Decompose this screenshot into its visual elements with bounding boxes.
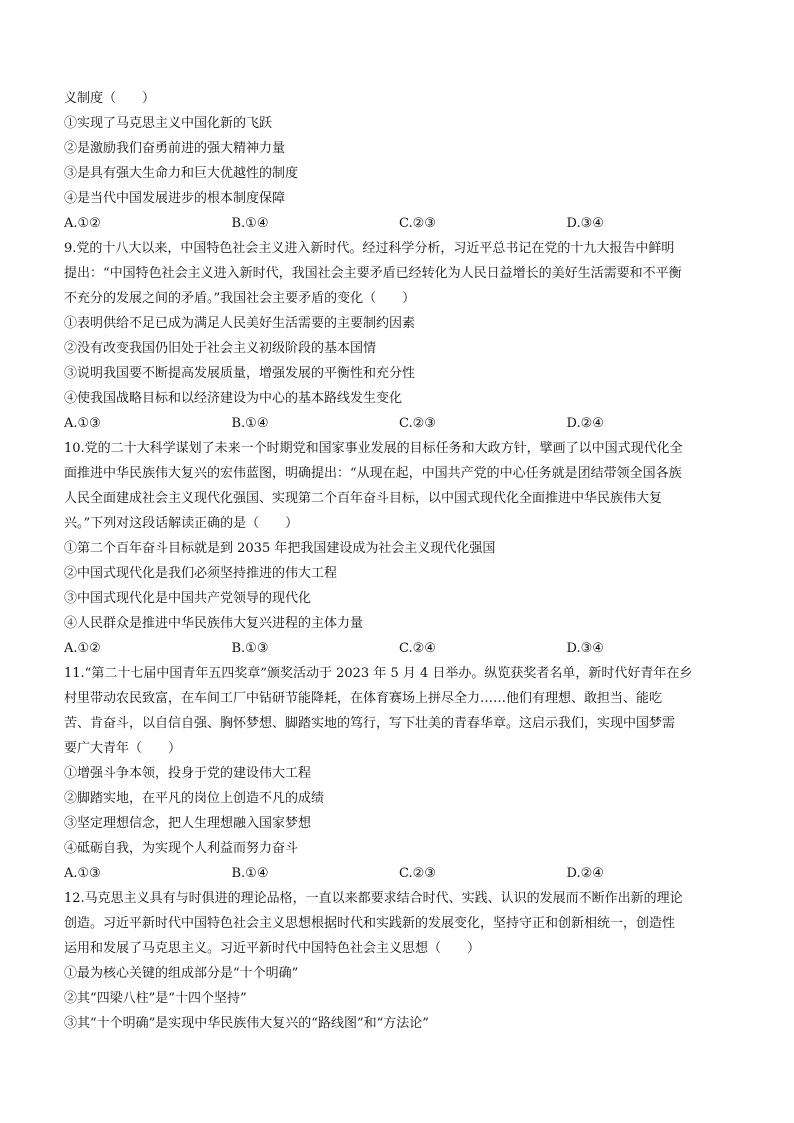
q12-statement-2: ②其“四梁八柱”是“十四个坚持” xyxy=(64,991,247,1006)
q12-statement-1: ①最为核心关键的组成部分是“十个明确” xyxy=(64,966,299,981)
q9-statement-4: ④使我国战略目标和以经济建设为中心的基本路线发生变化 xyxy=(64,391,403,406)
q9-statement-1: ①表明供给不足已成为满足人民美好生活需要的主要制约因素 xyxy=(64,316,416,331)
q9-stem-line-2: 提出：“中国特色社会主义进入新时代，我国社会主要矛盾已经转化为人民日益增长的美好生活需要和不平衡 xyxy=(64,266,682,281)
q8-option-b: B.①④ xyxy=(231,216,269,231)
q11-options xyxy=(64,861,734,886)
q9-statement-2: ②没有改变我国仍旧处于社会主义初级阶段的基本国情 xyxy=(64,341,377,356)
q8-option-d: D.③④ xyxy=(566,216,604,231)
q9-option-c: C.②③ xyxy=(399,416,436,431)
q10-statement-2: ②中国式现代化是我们必须坚持推进的伟大工程 xyxy=(64,566,338,581)
q10-stem-line-3: 人民全面建成社会主义现代化强国、实现第二个百年奋斗目标，以中国式现代化全面推进中华民族伟大复 xyxy=(64,491,663,506)
q10-option-d: D.③④ xyxy=(566,641,604,656)
q11-statement-3: ③坚定理想信念，把人生理想融入国家梦想 xyxy=(64,816,312,831)
q9-option-d: D.②④ xyxy=(566,416,604,431)
q9-option-b: B.①④ xyxy=(231,416,269,431)
q8-statement-3: ③是具有强大生命力和巨大优越性的制度 xyxy=(64,166,299,181)
q11-option-d: D.②④ xyxy=(566,866,604,881)
q10-stem-line-2: 面推进中华民族伟大复兴的宏伟蓝图，明确提出：“从现在起，中国共产党的中心任务就是团结带领全国各族 xyxy=(64,466,682,481)
q11-statement-2: ②脚踏实地，在平凡的岗位上创造不凡的成绩 xyxy=(64,791,325,806)
q10-option-b: B.①③ xyxy=(231,641,269,656)
q12-stem-line-2: 创造。习近平新时代中国特色社会主义思想根据时代和实践新的发展变化，坚持守正和创新相统一，创造性 xyxy=(64,916,676,931)
q11-stem-line-1: 11.“第二十七届中国青年五四奖章”颁奖活动于 2023 年 5 月 4 日举办。纵览获奖者名单，新时代好青年在乡 xyxy=(64,666,693,681)
q12-stem-line-1: 12.马克思主义具有与时俱进的理论品格，一直以来都要求结合时代、实践、认识的发展而不断作出新的理论 xyxy=(64,891,683,906)
q10-stem-line-4: 兴。”下列对这段话解读正确的是（ ） xyxy=(64,516,299,531)
q12-stem-line-3: 运用和发展了马克思主义。习近平新时代中国特色社会主义思想（ ） xyxy=(64,941,481,956)
q9-stem-line-1: 9.党的十八大以来，中国特色社会主义进入新时代。经过科学分析，习近平总书记在党的十九大报告中鲜明 xyxy=(64,241,675,256)
q10-statement-3: ③中国式现代化是中国共产党领导的现代化 xyxy=(64,591,312,606)
q10-options xyxy=(64,636,734,661)
q12-statement-3: ③其“十个明确”是实现中华民族伟大复兴的“路线图”和“方法论” xyxy=(64,1016,429,1031)
q8-statement-2: ②是激励我们奋勇前进的强大精神力量 xyxy=(64,141,286,156)
q11-option-a: A.①③ xyxy=(64,866,101,881)
q8-option-c: C.②③ xyxy=(399,216,436,231)
q9-statement-3: ③说明我国要不断提高发展质量，增强发展的平衡性和充分性 xyxy=(64,366,416,381)
q10-statement-4: ④人民群众是推进中华民族伟大复兴进程的主体力量 xyxy=(64,616,364,631)
q9-options xyxy=(64,411,734,436)
q11-stem-line-4: 要广大青年（ ） xyxy=(64,741,182,756)
q8-stem-tail: 义制度（ ） xyxy=(64,91,156,106)
q11-option-c: C.②③ xyxy=(399,866,436,881)
q8-option-a: A.①② xyxy=(64,216,101,231)
q10-statement-1: ①第二个百年奋斗目标就是到 2035 年把我国建设成为社会主义现代化强国 xyxy=(64,541,496,556)
q8-statement-1: ①实现了马克思主义中国化新的飞跃 xyxy=(64,116,273,131)
q11-statement-4: ④砥砺自我，为实现个人利益而努力奋斗 xyxy=(64,841,299,856)
q11-stem-line-3: 苦、肯奋斗，以自信自强、胸怀梦想、脚踏实地的笃行，写下壮美的青春华章。这启示我们，实现中国梦需 xyxy=(64,716,676,731)
q8-statement-4: ④是当代中国发展进步的根本制度保障 xyxy=(64,191,286,206)
q9-option-a: A.①③ xyxy=(64,416,101,431)
q11-statement-1: ①增强斗争本领，投身于党的建设伟大工程 xyxy=(64,766,312,781)
q11-option-b: B.①④ xyxy=(231,866,269,881)
q11-stem-line-2: 村里带动农民致富，在车间工厂中钻研节能降耗，在体育赛场上拼尽全力……他们有理想、敢担当、能吃 xyxy=(64,691,663,706)
q10-option-c: C.②④ xyxy=(399,641,436,656)
q10-option-a: A.①② xyxy=(64,641,101,656)
q8-options xyxy=(64,211,734,236)
q9-stem-line-3: 不充分的发展之间的矛盾。”我国社会主要矛盾的变化（ ） xyxy=(64,291,416,306)
q10-stem-line-1: 10.党的二十大科学谋划了未来一个时期党和国家事业发展的目标任务和大政方针，擘画了以中国式现代化全 xyxy=(64,441,683,456)
